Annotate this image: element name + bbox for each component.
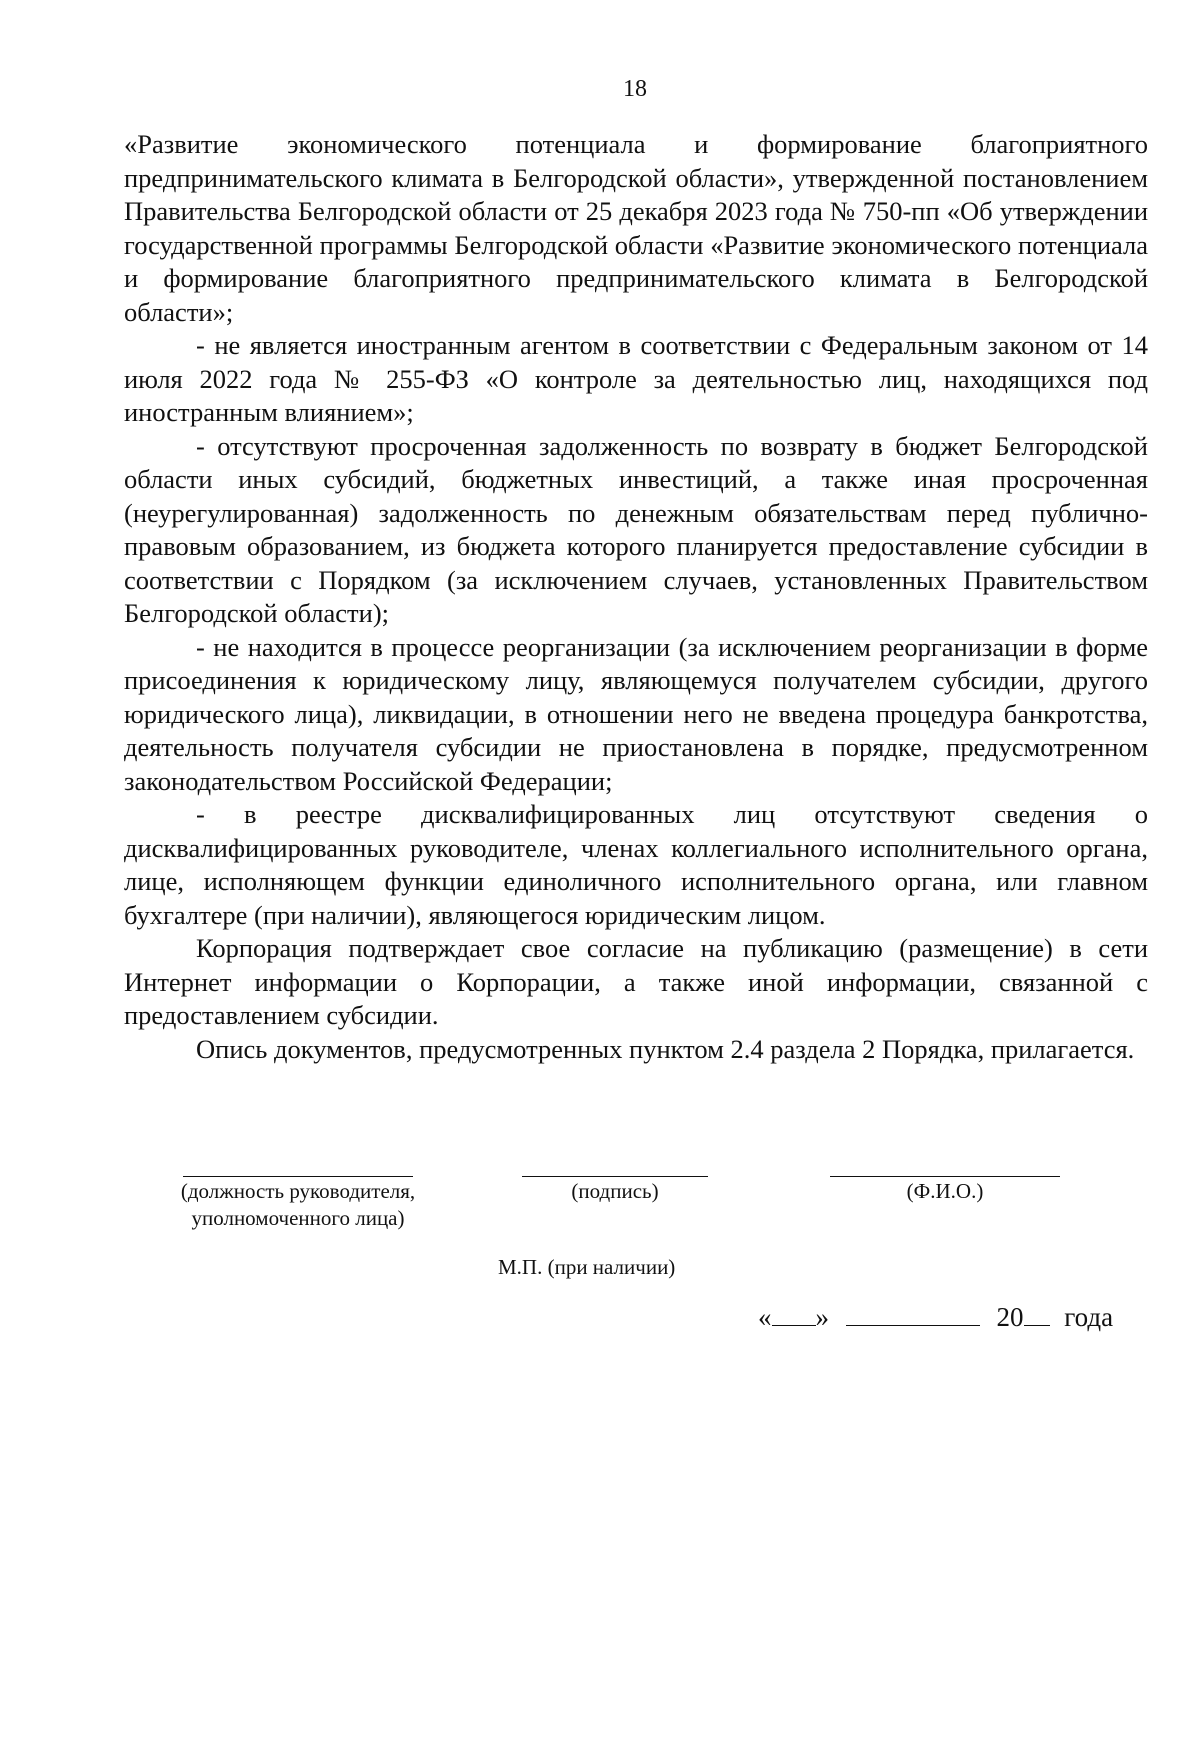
- paragraph-document-inventory: Опись документов, предусмотренных пунктом 2.4 раздела 2 Порядка, прилагается.: [196, 1033, 1135, 1064]
- year-prefix: 20: [996, 1302, 1024, 1332]
- position-caption: (должность руководителя, уполномоченного лица): [180, 1179, 416, 1230]
- name-caption: (Ф.И.О.): [906, 1179, 984, 1203]
- signature-line: [522, 1176, 708, 1177]
- signature-caption: (подпись): [571, 1179, 659, 1203]
- position-signature-line: [183, 1176, 413, 1177]
- date-open-quote: «: [758, 1302, 772, 1332]
- year-blank: [1024, 1324, 1050, 1326]
- stamp-note: М.П. (при наличии): [498, 1255, 676, 1279]
- paragraph-no-debt: - отсутствуют просроченная задолженность по возврату в бюджет Белгородской области иных субсидий, бюджетных инвестиций, а также иная просроченная (неурегулированная) задолженность по денежным обязательствам перед публично-правовым образованием, из бюджета которого планируется предоставление субсидии в соответствии с Порядком (за исключением случаев, установленных Правительством Белгородской области);: [124, 430, 1148, 628]
- month-blank: [846, 1324, 980, 1326]
- paragraph-program-reference: «Развитие экономического потенциала и формирование благоприятного предпринимательского климата в Белгородской области», утвержденной постановлением Правительства Белгородской области от 25 декабря 2023 года № 750-пп «Об утверждении государственной программы Белгородской области «Развитие экономического потенциала и формирование благоприятного предпринимательского климата в Белгородской области»;: [124, 129, 1148, 327]
- body-text: [124, 128, 1148, 1066]
- paragraph-consent-publication: Корпорация подтверждает свое согласие на публикацию (размещение) в сети Интернет информации о Корпорации, а также иной информации, связанной с предоставлением субсидии.: [124, 933, 1148, 1030]
- page-number: 18: [623, 76, 647, 102]
- name-signature-line: [830, 1176, 1060, 1177]
- year-suffix: года: [1064, 1302, 1114, 1332]
- date-line: [758, 1302, 1113, 1333]
- day-blank: [772, 1324, 816, 1326]
- date-close-quote: »: [815, 1302, 829, 1332]
- paragraph-disqualified-registry: - в реестре дисквалифицированных лиц отсутствуют сведения о дисквалифицированных руководителе, членах коллегиального исполнительного органа, лице, исполняющем функции единоличного исполнительного органа, или главном бухгалтере (при наличии), являющегося юридическим лицом.: [124, 799, 1148, 930]
- paragraph-foreign-agent: - не является иностранным агентом в соответствии с Федеральным законом от 14 июля 2022 года № 255-ФЗ «О контроле за деятельностью лиц, находящихся под иностранным влиянием»;: [124, 330, 1148, 427]
- paragraph-no-reorganization: - не находится в процессе реорганизации (за исключением реорганизации в форме присоединения к юридическому лицу, являющемуся получателем субсидии, другого юридического лица), ликвидации, в отношении него не введена процедура банкротства, деятельность получателя субсидии не приостановлена в порядке, предусмотренном законодательством Российской Федерации;: [124, 631, 1148, 796]
